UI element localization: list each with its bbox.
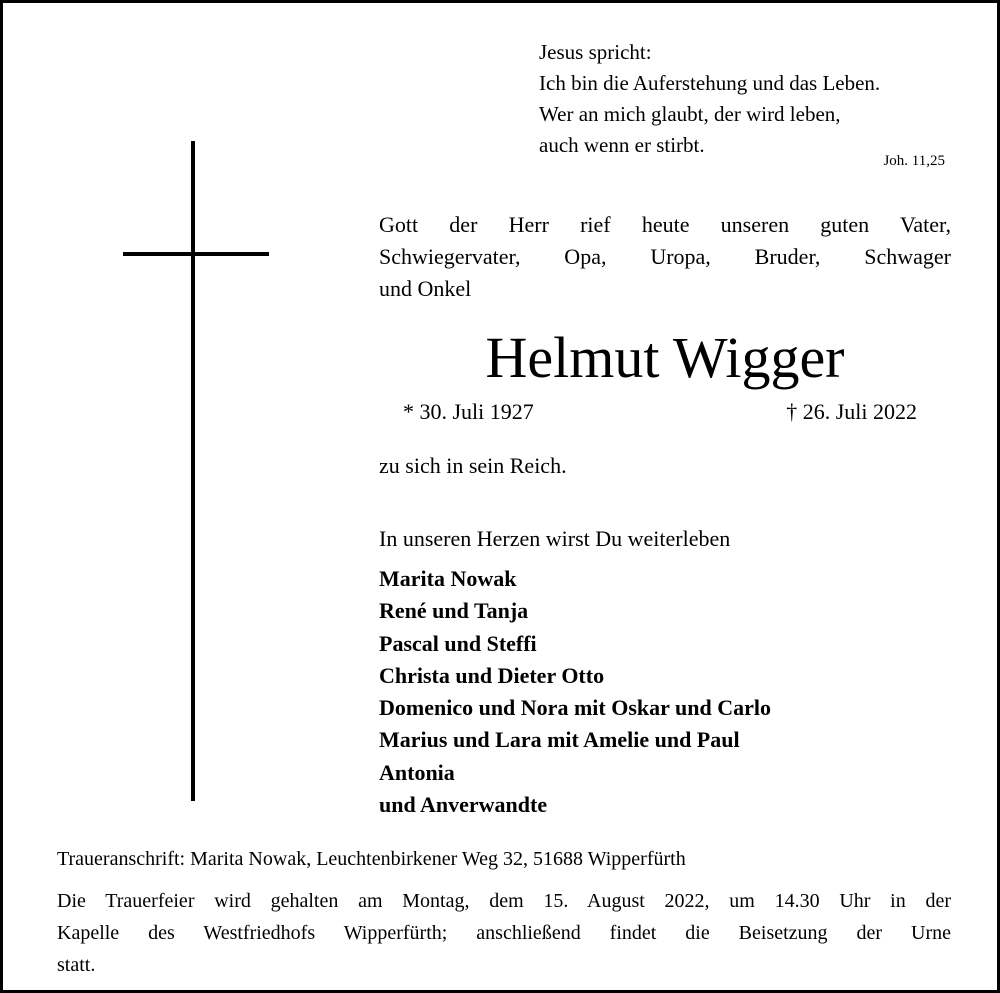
intro-line: Gott der Herr rief heute unseren guten Vater, (379, 212, 951, 237)
verse-line: Jesus spricht: (539, 40, 652, 64)
service-line: statt. (57, 954, 96, 976)
mourner-name: Pascal und Steffi (379, 630, 537, 656)
bible-verse (539, 37, 880, 161)
intro-line: und Onkel (379, 276, 472, 301)
mourner-name: Antonia (379, 759, 455, 785)
mourner-name: Domenico und Nora mit Oskar und Carlo (379, 695, 771, 721)
mourners-list (379, 563, 771, 821)
mourner-name: und Anverwandte (379, 792, 548, 818)
verse-line: auch wenn er stirbt. (539, 133, 705, 157)
mourner-name: Christa und Dieter Otto (379, 662, 605, 688)
mourning-address: Traueranschrift: Marita Nowak, Leuchtenbirkener Weg 32, 51688 Wipperfürth (57, 848, 686, 870)
intro-text (379, 209, 951, 305)
intro-line: Schwiegervater, Opa, Uropa, Bruder, Schwager (379, 244, 951, 269)
mourner-name: Marita Nowak (379, 566, 517, 591)
closing-text: zu sich in sein Reich. (379, 453, 567, 478)
service-line: Die Trauerfeier wird gehalten am Montag, dem 15. August 2022, um 14.30 Uhr in der (57, 890, 951, 912)
death-date: † 26. Juli 2022 (786, 399, 917, 424)
service-info (57, 885, 951, 981)
birth-date: * 30. Juli 1927 (403, 399, 534, 424)
farewell-text: In unseren Herzen wirst Du weiterleben (379, 526, 731, 551)
mourner-name: Marius und Lara mit Amelie und Paul (379, 727, 740, 753)
cross-icon-bar (123, 252, 269, 256)
service-line: Kapelle des Westfriedhofs Wipperfürth; anschließend findet die Beisetzung der Urne (57, 922, 951, 944)
mourner-name: René und Tanja (379, 598, 529, 624)
cross-icon (191, 141, 195, 801)
deceased-name: Helmut Wigger (485, 325, 845, 390)
verse-line: Ich bin die Auferstehung und das Leben. (539, 71, 881, 95)
verse-reference: Joh. 11,25 (883, 153, 945, 169)
verse-line: Wer an mich glaubt, der wird leben, (539, 102, 841, 126)
